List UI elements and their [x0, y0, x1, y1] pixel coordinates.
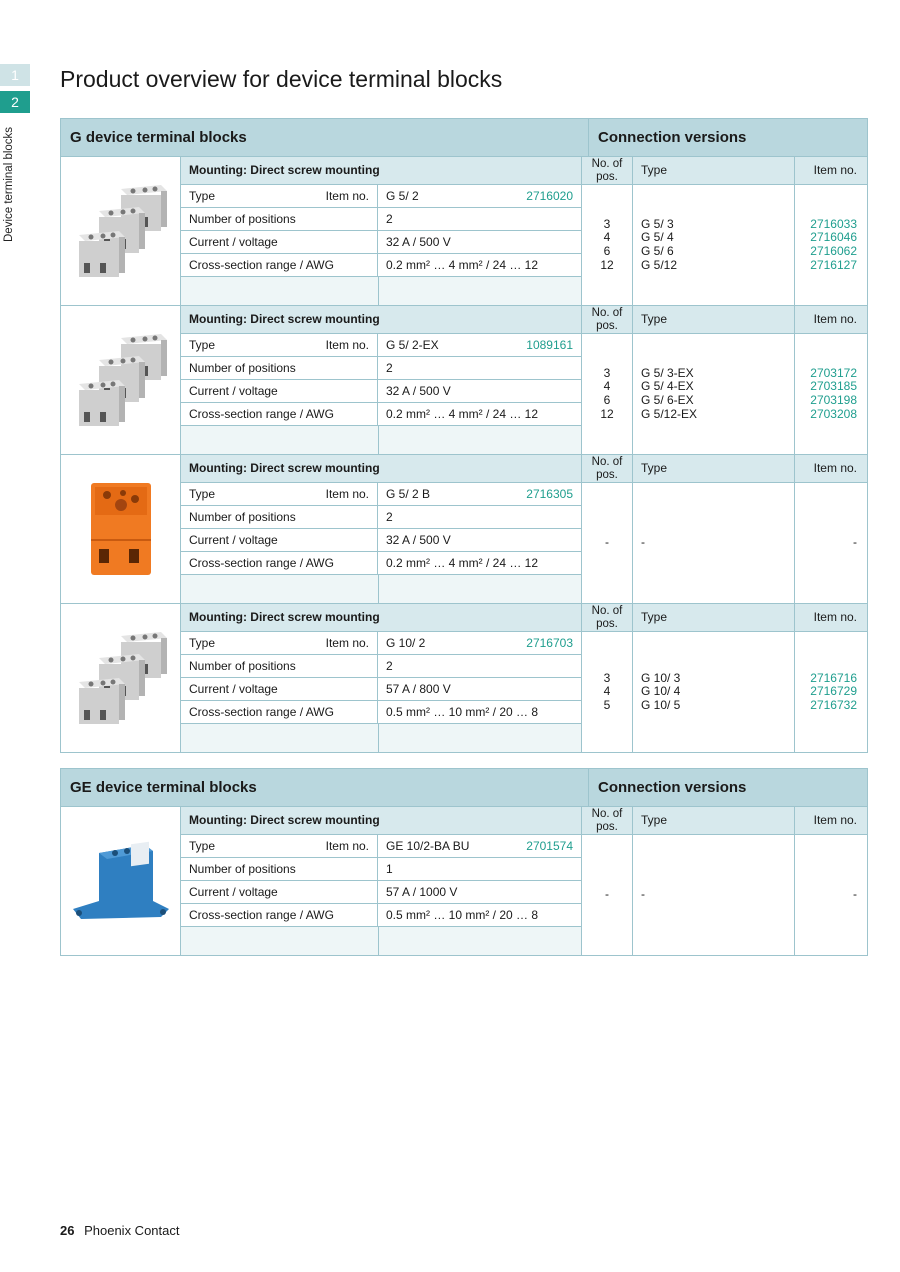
conn-item-number[interactable]: 2716062: [810, 244, 857, 258]
conn-item-number[interactable]: 2703208: [810, 406, 857, 421]
positions-value: 2: [386, 212, 393, 226]
company-name: Phoenix Contact: [84, 1223, 180, 1238]
section-title: GE device terminal blocks: [61, 769, 589, 806]
conn-type: G 5/ 3-EX: [641, 365, 694, 380]
conn-positions: 12: [600, 406, 614, 421]
grey-terminal-blocks-image: [61, 306, 181, 454]
mounting-header: Mounting: Direct screw mounting: [181, 306, 581, 334]
positions-label: Number of positions: [189, 361, 296, 375]
conn-type: G 10/ 3: [641, 670, 681, 685]
no-of-pos-header: No. of pos.: [582, 807, 633, 834]
grey-terminal-blocks-image: [61, 157, 181, 305]
connection-versions-title: Connection versions: [598, 779, 747, 796]
connection-versions: [582, 455, 867, 603]
product-type: GE 10/2-BA BU: [386, 839, 470, 853]
conn-positions: 4: [603, 230, 611, 245]
product-row: [61, 807, 867, 955]
product-specs: [181, 157, 582, 305]
item-no-label: Item no.: [325, 636, 369, 650]
product-specs: [181, 807, 582, 955]
conn-positions: 3: [603, 216, 611, 231]
no-of-pos-header: No. of pos.: [582, 455, 633, 482]
chapter-tab-2[interactable]: 2: [0, 91, 30, 113]
connection-versions: [582, 157, 867, 305]
conn-type: G 5/ 3: [641, 216, 674, 231]
no-of-pos-header: No. of pos.: [582, 157, 633, 184]
product-specs: [181, 455, 582, 603]
positions-label: Number of positions: [189, 862, 296, 876]
conn-positions: -: [605, 887, 609, 902]
page-number: 26: [60, 1223, 75, 1238]
item-no-label: Item no.: [325, 487, 369, 501]
connection-versions: [582, 807, 867, 955]
product-type: G 5/ 2 B: [386, 487, 431, 501]
cross-section-value: 0.5 mm² … 10 mm² / 20 … 8: [386, 705, 539, 719]
conn-item-number: -: [853, 887, 857, 902]
conn-type-header: Type: [633, 157, 795, 184]
blue-terminal-block-image: [61, 807, 181, 955]
conn-positions: 5: [603, 697, 611, 712]
conn-positions: 4: [603, 379, 611, 394]
conn-item-header: Item no.: [813, 610, 857, 624]
page-footer: [60, 1223, 180, 1238]
cross-section-value: 0.2 mm² … 4 mm² / 24 … 12: [386, 258, 539, 272]
positions-label: Number of positions: [189, 510, 296, 524]
current-voltage-label: Current / voltage: [189, 533, 278, 547]
product-item-number[interactable]: 2716703: [526, 636, 573, 650]
product-item-number[interactable]: 2701574: [526, 839, 573, 853]
conn-item-number[interactable]: 2716033: [810, 216, 857, 231]
current-voltage-label: Current / voltage: [189, 885, 278, 899]
grey-terminal-blocks-image: [61, 604, 181, 752]
conn-item-header: Item no.: [813, 312, 857, 326]
cross-section-label: Cross-section range / AWG: [189, 705, 334, 719]
conn-item-number[interactable]: 2716716: [810, 670, 857, 685]
product-item-number[interactable]: 1089161: [526, 338, 573, 352]
no-of-pos-header: No. of pos.: [582, 604, 633, 631]
product-row: [61, 157, 867, 306]
positions-value: 1: [386, 862, 393, 876]
conn-type: -: [641, 535, 645, 550]
cross-section-label: Cross-section range / AWG: [189, 407, 334, 421]
conn-type: G 5/ 4-EX: [641, 379, 694, 394]
conn-type: G 5/ 4: [641, 230, 674, 245]
ge-device-terminal-blocks-table: [60, 768, 868, 956]
current-voltage-label: Current / voltage: [189, 682, 278, 696]
positions-label: Number of positions: [189, 659, 296, 673]
cross-section-label: Cross-section range / AWG: [189, 908, 334, 922]
current-voltage-value: 57 A / 1000 V: [386, 885, 458, 899]
current-voltage-value: 32 A / 500 V: [386, 533, 451, 547]
conn-positions: -: [605, 535, 609, 550]
conn-positions: 6: [603, 393, 611, 407]
conn-positions: 12: [600, 257, 614, 272]
item-no-label: Item no.: [325, 189, 369, 203]
current-voltage-value: 32 A / 500 V: [386, 235, 451, 249]
cross-section-label: Cross-section range / AWG: [189, 258, 334, 272]
conn-type: G 5/12-EX: [641, 406, 698, 421]
conn-item-header: Item no.: [813, 813, 857, 827]
conn-type: G 10/ 5: [641, 697, 681, 712]
conn-type-header: Type: [633, 604, 795, 631]
type-label: Type: [189, 189, 216, 203]
conn-positions: 4: [603, 684, 611, 699]
conn-type: G 5/ 6: [641, 244, 674, 258]
product-specs: [181, 604, 582, 752]
product-type: G 5/ 2: [386, 189, 419, 203]
section-title: G device terminal blocks: [61, 119, 589, 156]
type-label: Type: [189, 636, 216, 650]
product-row: [61, 455, 867, 604]
mounting-header: Mounting: Direct screw mounting: [181, 807, 581, 835]
current-voltage-value: 32 A / 500 V: [386, 384, 451, 398]
conn-item-header: Item no.: [813, 461, 857, 475]
product-type: G 5/ 2-EX: [386, 338, 439, 352]
conn-type-header: Type: [633, 455, 795, 482]
conn-item-number[interactable]: 2716729: [810, 684, 857, 699]
conn-positions: 6: [603, 244, 611, 258]
conn-type: G 5/ 6-EX: [641, 393, 694, 407]
positions-label: Number of positions: [189, 212, 296, 226]
chapter-label: Device terminal blocks: [3, 126, 15, 242]
type-label: Type: [189, 338, 216, 352]
conn-item-number[interactable]: 2716127: [810, 257, 857, 272]
conn-type: G 10/ 4: [641, 684, 681, 699]
mounting-header: Mounting: Direct screw mounting: [181, 455, 581, 483]
item-no-label: Item no.: [325, 338, 369, 352]
mounting-header: Mounting: Direct screw mounting: [181, 157, 581, 185]
g-device-terminal-blocks-table: [60, 118, 868, 753]
mounting-header: Mounting: Direct screw mounting: [181, 604, 581, 632]
conn-item-number[interactable]: 2716732: [810, 697, 857, 712]
chapter-tab-1[interactable]: 1: [0, 64, 30, 86]
product-item-number[interactable]: 2716020: [526, 189, 573, 203]
current-voltage-label: Current / voltage: [189, 384, 278, 398]
conn-item-header: Item no.: [813, 163, 857, 177]
product-specs: [181, 306, 582, 454]
cross-section-value: 0.2 mm² … 4 mm² / 24 … 12: [386, 556, 539, 570]
conn-item-number[interactable]: 2703198: [810, 393, 857, 407]
conn-type: G 5/12: [641, 257, 678, 272]
orange-terminal-block-image: [61, 455, 181, 603]
positions-value: 2: [386, 510, 393, 524]
conn-type-header: Type: [633, 807, 795, 834]
conn-item-number[interactable]: 2703185: [810, 379, 857, 394]
cross-section-value: 0.2 mm² … 4 mm² / 24 … 12: [386, 407, 539, 421]
product-type: G 10/ 2: [386, 636, 426, 650]
conn-item-number[interactable]: 2703172: [810, 365, 857, 380]
current-voltage-value: 57 A / 800 V: [386, 682, 451, 696]
positions-value: 2: [386, 361, 393, 375]
cross-section-value: 0.5 mm² … 10 mm² / 20 … 8: [386, 908, 539, 922]
conn-type: -: [641, 887, 645, 902]
conn-item-number: -: [853, 535, 857, 550]
product-item-number[interactable]: 2716305: [526, 487, 573, 501]
current-voltage-label: Current / voltage: [189, 235, 278, 249]
conn-positions: 3: [603, 670, 611, 685]
type-label: Type: [189, 487, 216, 501]
page-title: Product overview for device terminal blocks: [60, 66, 503, 92]
conn-item-number[interactable]: 2716046: [810, 230, 857, 245]
positions-value: 2: [386, 659, 393, 673]
cross-section-label: Cross-section range / AWG: [189, 556, 334, 570]
item-no-label: Item no.: [325, 839, 369, 853]
connection-versions-title: Connection versions: [598, 129, 747, 146]
connection-versions: [582, 604, 867, 752]
no-of-pos-header: No. of pos.: [582, 306, 633, 333]
product-row: [61, 604, 867, 752]
product-row: [61, 306, 867, 455]
conn-type-header: Type: [633, 306, 795, 333]
type-label: Type: [189, 839, 216, 853]
conn-positions: 3: [603, 365, 611, 380]
connection-versions: [582, 306, 867, 454]
